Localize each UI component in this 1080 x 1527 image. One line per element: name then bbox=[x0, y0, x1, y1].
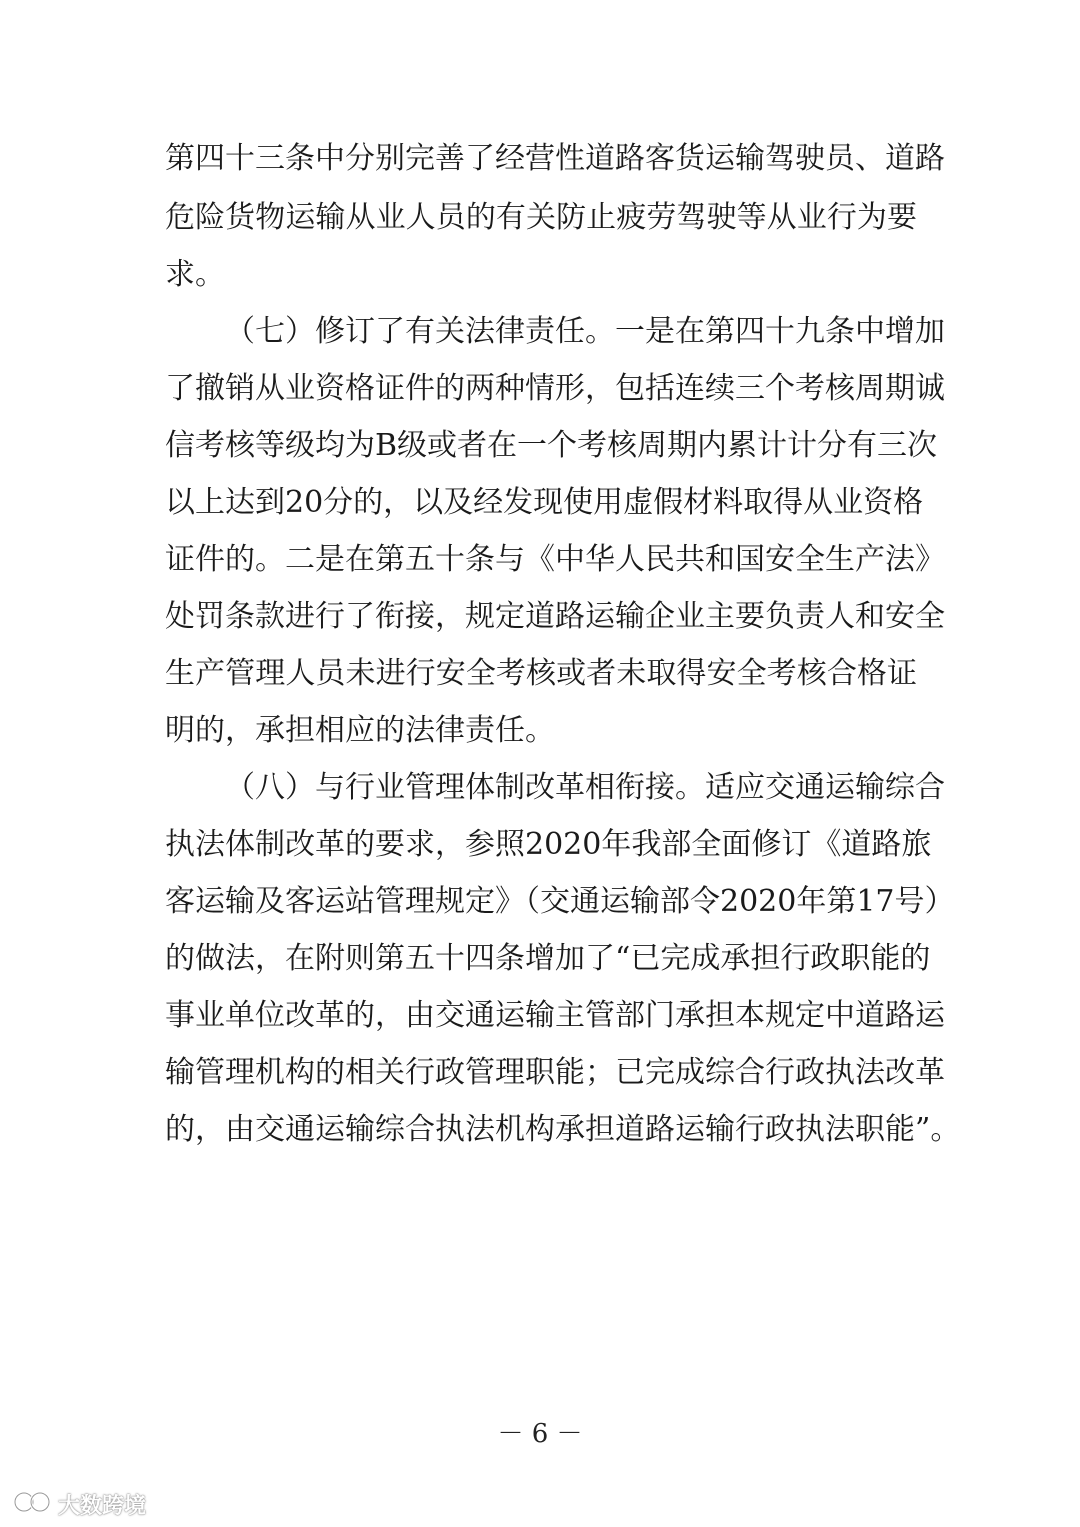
watermark-text: 大数跨境 bbox=[58, 1493, 147, 1519]
text-line: 生产管理人员未进行安全考核或者未取得安全考核合格证 bbox=[165, 656, 917, 691]
logo-icon bbox=[12, 1489, 52, 1519]
paragraph-heading: （七）修订了有关法律责任。一是在第四十九条中增加 bbox=[225, 314, 945, 349]
paragraph-heading: （八）与行业管理体制改革相衔接。适应交通运输综合 bbox=[225, 770, 945, 805]
page-number: － 6 － bbox=[497, 1419, 583, 1449]
watermark bbox=[12, 1488, 146, 1520]
text-line: 信考核等级均为B级或者在一个考核周期内累计计分有三次 bbox=[165, 428, 938, 463]
text-line: 的做法，在附则第五十四条增加了“已完成承担行政职能的 bbox=[165, 941, 931, 976]
text-line: 第四十三条中分别完善了经营性道路客货运输驾驶员、道路 bbox=[165, 141, 945, 176]
text-line: 客运输及客运站管理规定》（交通运输部令2020年第17号） bbox=[165, 884, 955, 919]
text-line: 以上达到20分的，以及经发现使用虚假材料取得从业资格 bbox=[165, 485, 924, 520]
text-line: 危险货物运输从业人员的有关防止疲劳驾驶等从业行为要 bbox=[165, 200, 917, 235]
text-line: 处罚条款进行了衔接，规定道路运输企业主要负责人和安全 bbox=[165, 599, 945, 634]
text-line: 了撤销从业资格证件的两种情形，包括连续三个考核周期诚 bbox=[165, 371, 945, 406]
text-line: 的，由交通运输综合执法机构承担道路运输行政执法职能”。 bbox=[165, 1112, 961, 1147]
text-line: 执法体制改革的要求，参照2020年我部全面修订《道路旅 bbox=[165, 827, 932, 862]
text-line: 求。 bbox=[165, 257, 225, 292]
text-line: 事业单位改革的，由交通运输主管部门承担本规定中道路运 bbox=[165, 998, 945, 1033]
text-line: 明的，承担相应的法律责任。 bbox=[165, 713, 555, 748]
text-line: 证件的。二是在第五十条与《中华人民共和国安全生产法》 bbox=[165, 542, 945, 577]
text-line: 输管理机构的相关行政管理职能；已完成综合行政执法改革 bbox=[165, 1055, 945, 1090]
